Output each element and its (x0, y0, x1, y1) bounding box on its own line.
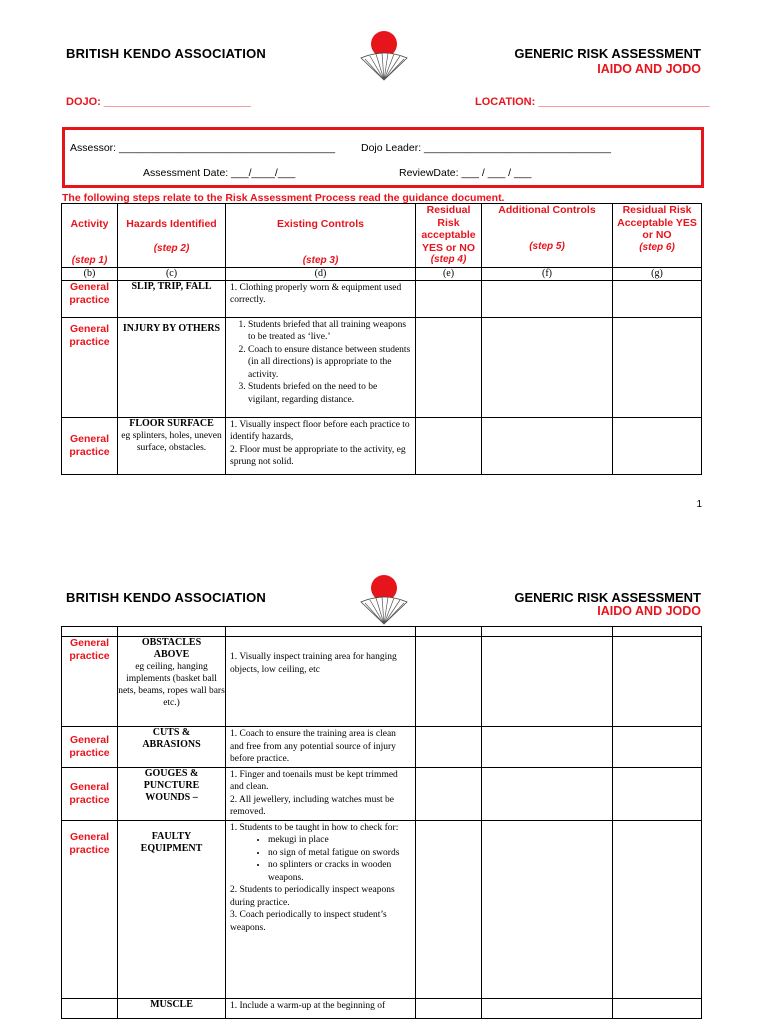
activity-cell: General practice (62, 727, 118, 768)
activity-cell (62, 998, 118, 1018)
activity-cell: General practice (62, 637, 118, 727)
controls-cell: 1. Visually inspect training area for hanging objects, low ceiling, etc (226, 637, 416, 727)
controls-cell: 1. Visually inspect floor before each practice to identify hazards, 2. Floor must be appropriate to the activity, eg sprung not solid. (226, 417, 416, 474)
controls-cell: 1. Students briefed that all training weapons to be treated as ‘live.’ 2. Coach to ensure distance between students (in all directions) is appropriate to the activity. 3. Students briefed on the need to be vigilant, regarding distance. (226, 317, 416, 417)
controls-cell: 1. Coach to ensure the training area is clean and free from any potential source of injury before practice. (226, 727, 416, 768)
hazard-cell: GOUGES & PUNCTURE WOUNDS – (118, 767, 226, 820)
col-header-hazards: Hazards Identified (step 2) (118, 204, 226, 268)
residual-risk-cell[interactable] (416, 280, 482, 317)
location-field[interactable]: LOCATION: ____________________________ (475, 96, 710, 108)
risk-table-page2 (61, 626, 702, 1019)
page-number: 1 (696, 499, 702, 510)
additional-controls-cell[interactable] (482, 767, 613, 820)
assessor-field[interactable]: Assessor: _____________________________________ (70, 142, 336, 154)
activity-cell: General practice (62, 280, 118, 317)
residual-risk-2-cell[interactable] (613, 727, 702, 768)
hazard-cell: FAULTY EQUIPMENT (118, 820, 226, 998)
instruction-text: The following steps relate to the Risk Assessment Process read the guidance document. (62, 192, 505, 204)
col-header-residual-risk-2: Residual Risk Acceptable YES or NO (step 6) (613, 204, 702, 268)
col-header-existing-controls: Existing Controls (step 3) (226, 204, 416, 268)
residual-risk-2-cell[interactable] (613, 820, 702, 998)
table-row (62, 998, 702, 1018)
additional-controls-cell[interactable] (482, 998, 613, 1018)
assessment-date-field[interactable]: Assessment Date: ___/____/___ (143, 167, 296, 179)
residual-risk-2-cell[interactable] (613, 317, 702, 417)
col-letter: (f) (482, 267, 613, 280)
document-subtitle: IAIDO AND JODO (597, 604, 701, 618)
activity-cell: General practice (62, 820, 118, 998)
residual-risk-2-cell[interactable] (613, 280, 702, 317)
residual-risk-cell[interactable] (416, 637, 482, 727)
residual-risk-cell[interactable] (416, 727, 482, 768)
bullet-item: • mekugi in place (268, 834, 411, 847)
hazard-cell: MUSCLE (118, 998, 226, 1018)
col-letter: (d) (226, 267, 416, 280)
hazard-cell: OBSTACLES ABOVE eg ceiling, hanging implements (basket ball nets, beams, ropes wall bars etc.) (118, 637, 226, 727)
dojo-leader-field[interactable]: Dojo Leader: ________________________________ (361, 142, 611, 154)
hazard-cell: FLOOR SURFACE eg splinters, holes, uneven surface, obstacles. (118, 417, 226, 474)
bullet-item: • no sign of metal fatigue on swords (268, 847, 411, 860)
residual-risk-cell[interactable] (416, 820, 482, 998)
letter-row (62, 267, 702, 280)
col-header-residual-risk: Residual Risk acceptable YES or NO (step 4) (416, 204, 482, 268)
controls-cell: 1. Students to be taught in how to check for: • mekugi in place • no sign of metal fatigue on swords • no splinters or cracks in wooden weapons. 2. Students to periodically inspect weapons during practice. 3. Coach periodically to inspect student’s weapons. (226, 820, 416, 998)
risk-table-page1 (61, 203, 702, 475)
bullet-item: • no splinters or cracks in wooden weapons. (268, 859, 411, 884)
document-subtitle: IAIDO AND JODO (597, 62, 701, 76)
col-letter: (c) (118, 267, 226, 280)
table-row (62, 767, 702, 820)
residual-risk-cell[interactable] (416, 317, 482, 417)
additional-controls-cell[interactable] (482, 727, 613, 768)
table-row (62, 637, 702, 727)
dojo-field[interactable]: DOJO: ________________________ (66, 96, 251, 108)
residual-risk-2-cell[interactable] (613, 637, 702, 727)
folding-fan-logo-icon (357, 28, 411, 82)
controls-cell: 1. Clothing properly worn & equipment used correctly. (226, 280, 416, 317)
additional-controls-cell[interactable] (482, 637, 613, 727)
residual-risk-2-cell[interactable] (613, 767, 702, 820)
table-row (62, 317, 702, 417)
assessor-box (62, 127, 704, 188)
table-header-row (62, 204, 702, 268)
document-title: GENERIC RISK ASSESSMENT (514, 46, 701, 61)
col-letter: (g) (613, 267, 702, 280)
table-row (62, 417, 702, 474)
org-name: BRITISH KENDO ASSOCIATION (66, 590, 267, 605)
additional-controls-cell[interactable] (482, 317, 613, 417)
table-row (62, 727, 702, 768)
table-spacer-row (62, 627, 702, 637)
additional-controls-cell[interactable] (482, 820, 613, 998)
residual-risk-cell[interactable] (416, 998, 482, 1018)
hazard-cell: CUTS & ABRASIONS (118, 727, 226, 768)
hazard-cell: INJURY BY OTHERS (118, 317, 226, 417)
review-date-field[interactable]: ReviewDate: ___ / ___ / ___ (399, 167, 532, 179)
activity-cell: General practice (62, 317, 118, 417)
document-title: GENERIC RISK ASSESSMENT (514, 590, 701, 605)
table-row (62, 820, 702, 998)
residual-risk-cell[interactable] (416, 417, 482, 474)
table-row (62, 280, 702, 317)
activity-cell: General practice (62, 417, 118, 474)
controls-cell: 1. Include a warm-up at the beginning of (226, 998, 416, 1018)
folding-fan-logo-icon (357, 572, 411, 626)
residual-risk-cell[interactable] (416, 767, 482, 820)
additional-controls-cell[interactable] (482, 417, 613, 474)
org-name: BRITISH KENDO ASSOCIATION (66, 46, 267, 61)
col-letter: (e) (416, 267, 482, 280)
additional-controls-cell[interactable] (482, 280, 613, 317)
col-header-activity: Activity (step 1) (62, 204, 118, 268)
controls-cell: 1. Finger and toenails must be kept trimmed and clean. 2. All jewellery, including watches must be removed. (226, 767, 416, 820)
activity-cell: General practice (62, 767, 118, 820)
col-header-additional-controls: Additional Controls (step 5) (482, 204, 613, 268)
col-letter: (b) (62, 267, 118, 280)
residual-risk-2-cell[interactable] (613, 417, 702, 474)
residual-risk-2-cell[interactable] (613, 998, 702, 1018)
hazard-cell: SLIP, TRIP, FALL (118, 280, 226, 317)
